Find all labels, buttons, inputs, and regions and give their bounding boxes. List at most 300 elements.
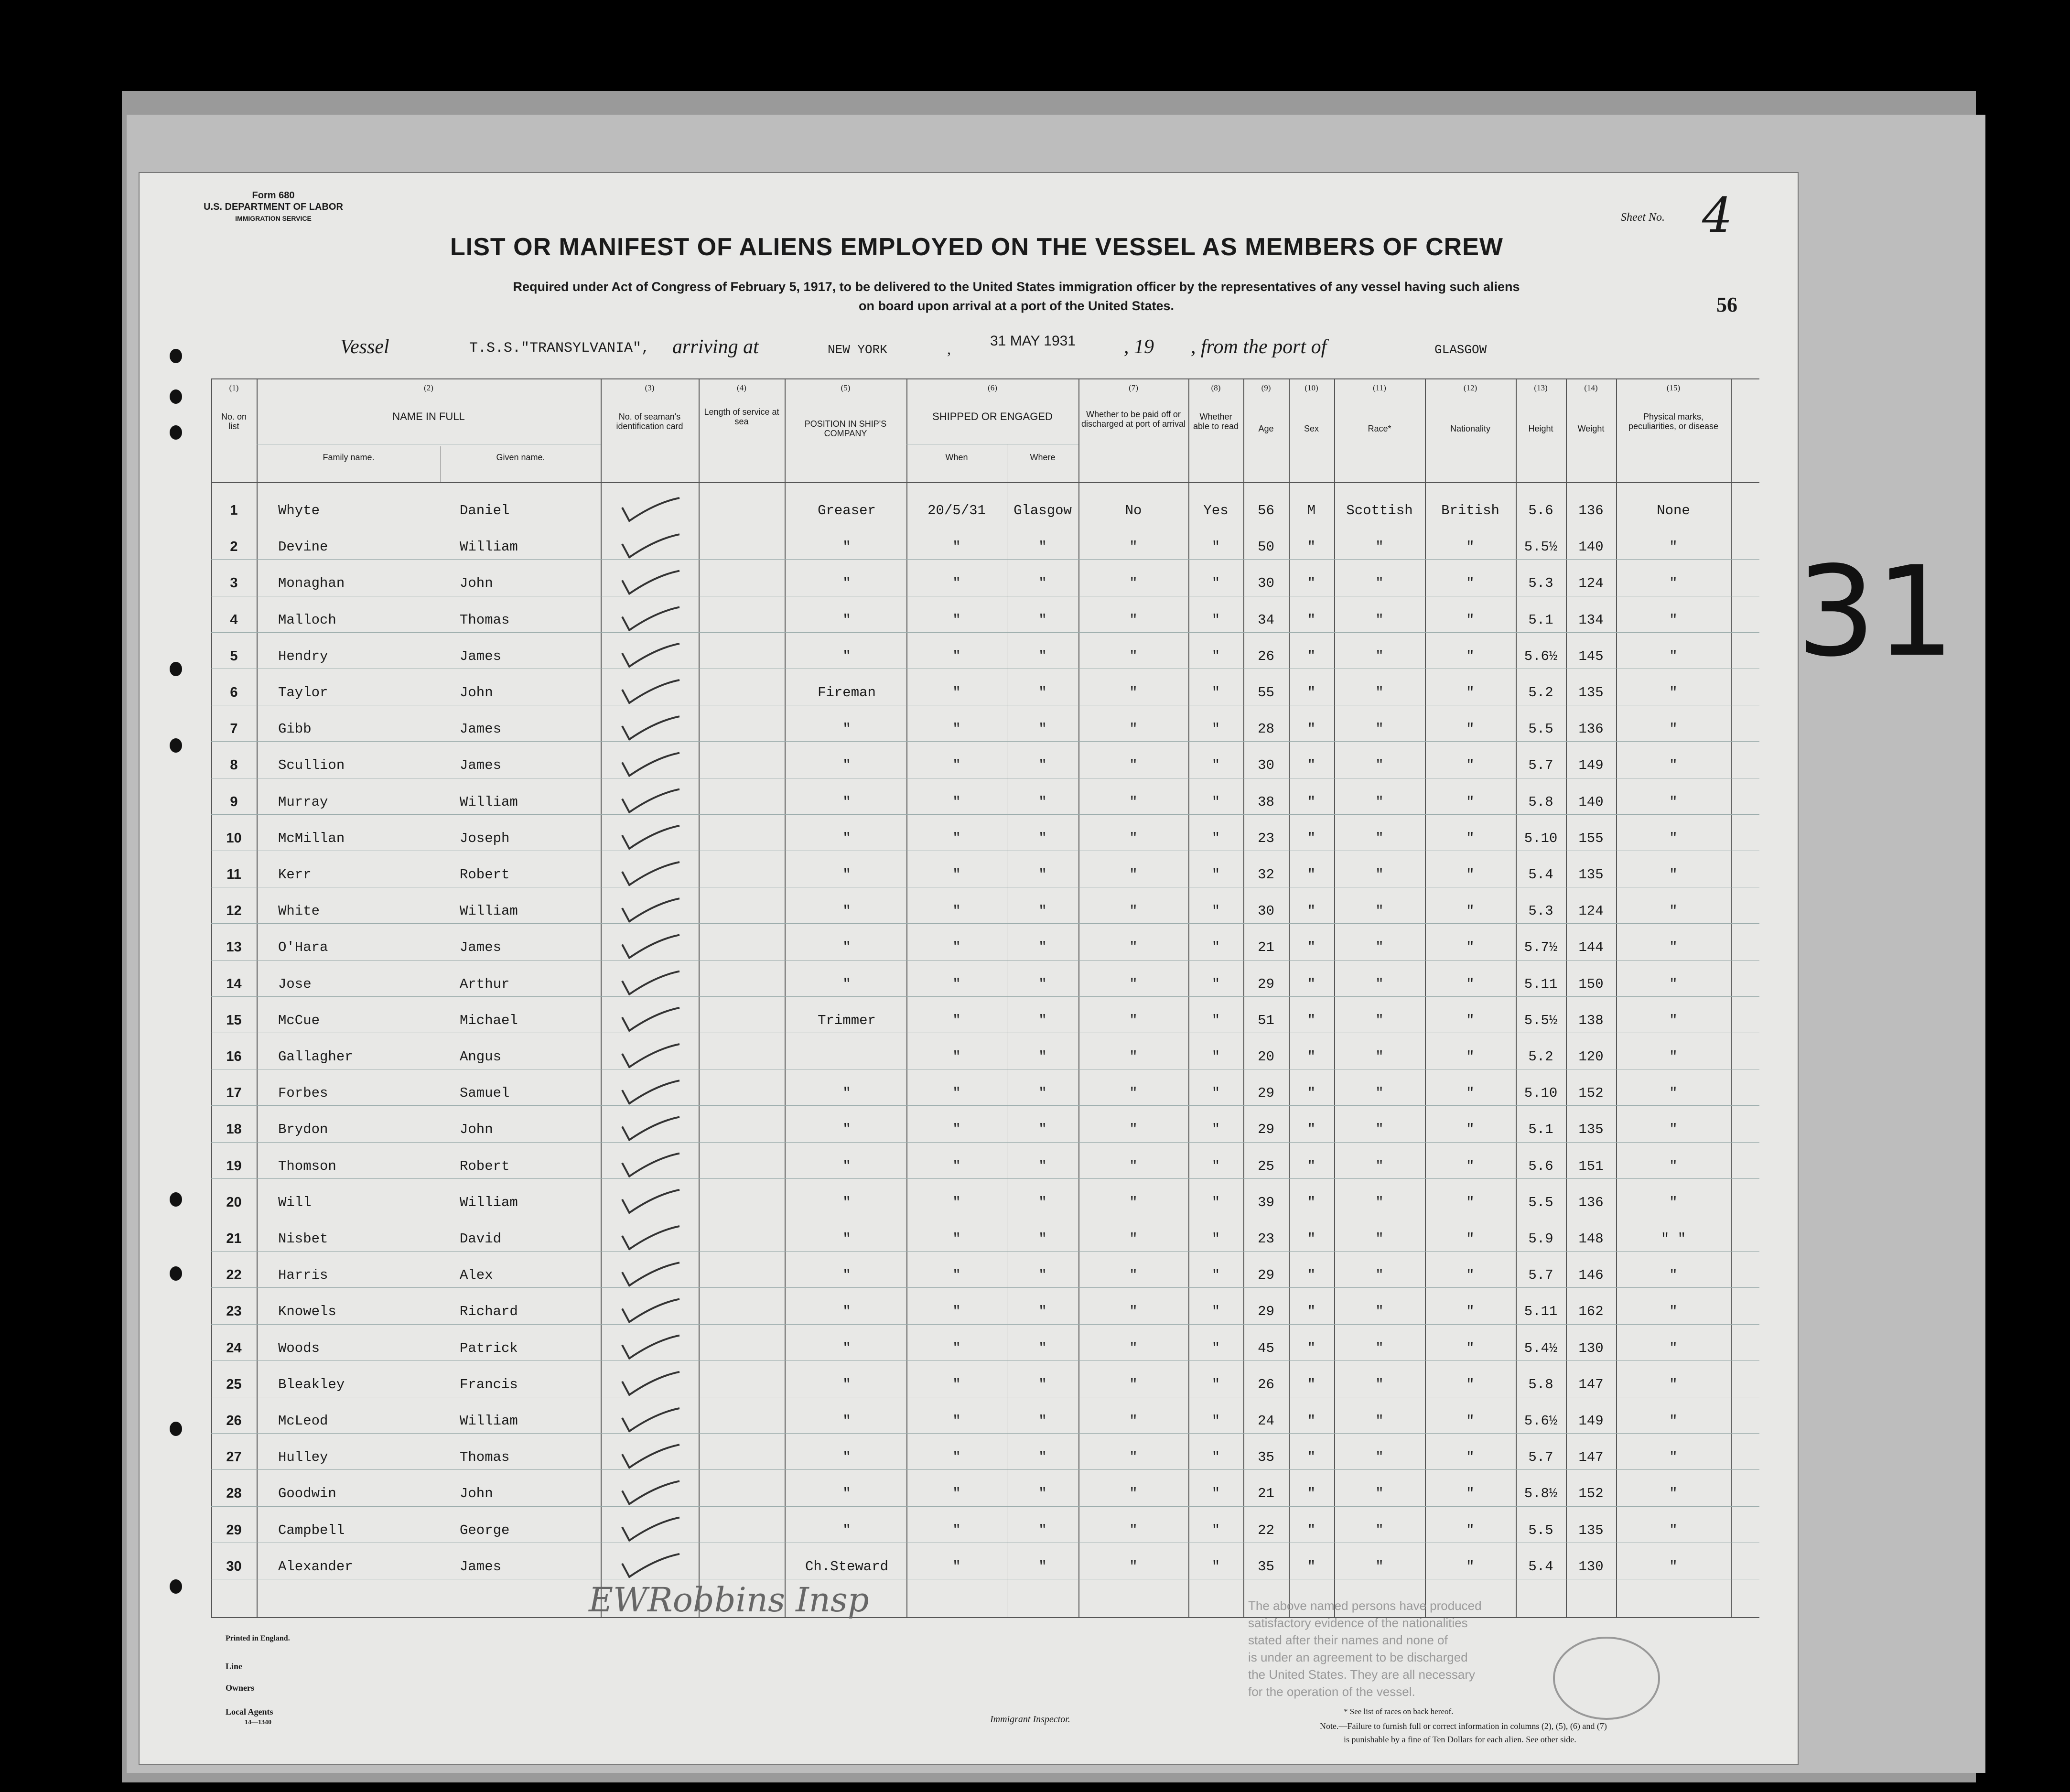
cell-where: " [1038,830,1047,846]
cell-race: " [1375,1085,1384,1101]
cell-marks: " [1669,867,1678,883]
cell-height: 5.4½ [1524,1340,1558,1356]
cell-race: " [1375,1049,1384,1065]
cell-when: " [952,648,961,664]
owners-label: Owners [226,1683,254,1693]
cell-height: 5.10 [1524,830,1558,846]
cell-nationality: " [1466,939,1475,956]
checkmark [622,1044,679,1067]
header-shipped: SHIPPED OR ENGAGED [932,410,1053,422]
cell-family: Malloch [278,612,336,628]
cell-family: Devine [278,539,328,555]
cell-family: Hulley [278,1449,328,1466]
cell-paid: " [1129,1449,1138,1466]
cell-where: " [1038,867,1047,883]
checkmark [622,898,679,921]
cell-sex: M [1307,503,1316,518]
cell-height: 5.8½ [1524,1486,1558,1502]
cell-sex: " [1307,1413,1316,1429]
punch-hole [170,738,182,753]
cell-sex: " [1307,1194,1316,1210]
cell-paid: " [1129,721,1138,737]
manifest-page: Form 680 U.S. DEPARTMENT OF LABOR IMMIGRATION SERVICE Sheet No. 4 LIST OR MANIFEST OF ALIENS EMPLOYED ON THE VESSEL AS MEMBERS OF CREW Required under Act of Congress of February 5, 1917, to be delivered to the United States immigration officer by the representatives of any vessel having such aliens on board upon arrival at a port of the United States. 56 Vessel T.S.S."TRANSYLVANIA", arriving at NEW YORK , 31 MAY 1931 , 19 , from the port of GLASGOW (1) (2) (3) (4) (5) (6) (7) (8) (9) (10) (11) (12) (13) (14) (15) No. on list NAME IN FULL Family name. Given name. No. of seaman's identification card Length of service at sea POSITION IN SHIP'S COMPANY SHIPPED OR ENGAGED When Where Whether to be paid off or discharged at port of arrival Whether able to read Age Sex Race* Nationality Height Weight Physical marks, peculiarities, or disease 1 Whyte Daniel Greaser 20/5/31 Glasgow No Yes 56 M Scottish British 5.6 136 None 2 Devine William " " " " " 50 " " " 5.5½ 140 " 3 Monaghan John " " " " " 30 " " " 5.3 124 " 4 Malloch Thomas " " " " " 34 " " " 5.1 134 " 5 Hendry James " " " " " 26 " " " 5.6½ 145 " 6 Taylor John Fireman " " " " 55 " " " 5.2 135 " 7 Gibb James " " " " " 28 " " " 5.5 136 " 8 Scullion James " " " " " 30 " " " 5.7 149 " 9 Murray William " " " " " 38 " " " 5.8 140 " 10 McMillan Joseph " " " " " 23 " " " 5.10 155 " 11 Kerr Robert " " " " " 32 " " " 5.4 135 " 12 White William " " " " " 30 " " " 5.3 124 " 13 O'Hara James " " " " " 21 " " " 5.7½ 144 " 14 Jose Arthur " " " " " 29 " " " 5.11 150 " 15 McCue Michael Trimmer " " " " 51 " " " 5.5½ 138 " 16 Gallagher Angus " " " " 20 " " " 5.2 120 " 17 Forbes Samuel " " " " " 29 " " " 5.10 152 " 18 Brydon John " " " " " 29 " " " 5.1 135 " 19 Thomson Robert " " " " " 25 " " " 5.6 151 " 20 Will William " " " " " 39 " " " 5.5 136 " 21 Nisbet David " " " " " 23 " " " 5.9 148 " " 22 Harris Alex " " " " " 29 " " " 5.7 146 " 23 Knowels Richard " " " " " 29 " " " 5.11 162 " 24 Woods Patrick " " " " " 45 " " " 5.4½ 130 " 25 Bleakley Francis " " " " " 26 " " " 5.8 147 " 26 McLeod William " " " " " 24 " " " 5.6½ 149 " 27 Hulley Thomas " " " " " 35 " " " 5.7 147 " 28 Goodwin John " " " " " 21 " " " 5.8½ 152 " 29 Campbell George " " " " " 22 " " " 5.5 135 " 30 Alexander James Ch.Steward " " " " 35 " " " 5.4 130 " EWRobbins Insp The above named persons have produced satisfactory evidence of the nationalities stated after their names and none of is under an agreement to be discharged the United States. They are all necessary for the operation of the vessel. Printed in England. Line Owners Local Agents 14—1340 Immigrant Inspector. * See list of races on back hereof. Note.—Failure to furnish full or correct information in columns (2), (5), (6) and (7) is punishable by a fine of Ten Dollars for each alien. See other side. [139,172,1799,1765]
cell-race: " [1375,1267,1384,1284]
cell-age: 29 [1258,1085,1274,1101]
cell-given: James [460,939,502,956]
cell-paid: " [1129,757,1138,774]
cell-given: Thomas [460,1449,510,1466]
punch-hole [170,1579,182,1594]
cell-where: " [1038,721,1047,737]
cell-age: 32 [1258,867,1274,883]
colnum-3: (3) [645,383,655,392]
cell-when: " [952,1085,961,1101]
cell-race: " [1375,1158,1384,1174]
cell-where: " [1038,939,1047,956]
subtitle-line-1: Required under Act of Congress of February 5, 1917, to be delivered to the United States immigration officer by the representatives of any vessel having such aliens [513,280,1520,294]
colnum-9: (9) [1261,383,1271,392]
cell-race: " [1375,539,1384,555]
row-number: 30 [226,1558,242,1574]
cell-paid: " [1129,1522,1138,1538]
cell-marks: " [1669,1449,1678,1466]
page-number: 56 [1716,293,1737,316]
cell-race: " [1375,1012,1384,1028]
cell-family: McCue [278,1012,320,1028]
cell-height: 5.4 [1528,867,1553,883]
cell-where: " [1038,757,1047,774]
row-number: 6 [230,685,238,700]
cell-read: " [1211,1012,1220,1028]
cell-race: " [1375,1558,1384,1575]
cell-when: " [952,1194,961,1210]
row-rule [211,1469,1759,1470]
row-number: 13 [226,939,242,955]
cell-read: " [1211,1158,1220,1174]
cell-nationality: " [1466,721,1475,737]
cell-where: " [1038,1122,1047,1138]
cell-when: 20/5/31 [927,503,986,518]
cell-marks: " [1669,1122,1678,1138]
row-rule [211,1506,1759,1507]
colnum-12: (12) [1463,383,1477,392]
cell-sex: " [1307,612,1316,628]
cell-weight: 149 [1578,757,1604,774]
cell-read: " [1211,1231,1220,1247]
cell-nationality: " [1466,1122,1475,1138]
margin-number: 31 [1797,540,1955,684]
cell-paid: " [1129,1194,1138,1210]
cell-height: 5.1 [1528,612,1553,628]
cell-paid: " [1129,1085,1138,1101]
punch-hole [170,662,182,676]
cell-when: " [952,1049,961,1065]
cell-sex: " [1307,685,1316,701]
cell-weight: 144 [1578,939,1604,956]
cell-given: John [460,1122,493,1138]
checkmark [622,789,679,812]
row-number: 29 [226,1522,242,1538]
stamp-line: the United States. They are all necessary [1248,1667,1475,1682]
header-paid-off: Whether to be paid off or discharged at port of arrival [1081,410,1186,429]
cell-marks: " [1669,1194,1678,1210]
races-note: * See list of races on back hereof. [1344,1707,1454,1716]
cell-age: 23 [1258,1231,1274,1247]
cell-where: " [1038,1267,1047,1284]
header-race: Race* [1368,424,1391,433]
cell-marks: " [1669,1558,1678,1575]
cell-weight: 135 [1578,1122,1604,1138]
cell-given: Angus [460,1049,502,1065]
date-stamp-ring [1554,1638,1659,1719]
cell-where: " [1038,794,1047,810]
checkmark [622,680,679,703]
cell-family: Knowels [278,1304,336,1320]
cell-given: John [460,575,493,592]
cell-position: " [842,1413,851,1429]
colnum-7: (7) [1129,383,1138,392]
cell-height: 5.2 [1528,1049,1553,1065]
cell-family: Will [278,1194,312,1210]
cell-where: " [1038,1304,1047,1320]
cell-given: James [460,1558,502,1575]
cell-age: 25 [1258,1158,1274,1174]
cell-when: " [952,539,961,555]
cell-position: " [842,1267,851,1284]
row-number: 20 [226,1194,242,1210]
cell-position: Greaser [818,503,876,518]
cell-height: 5.6½ [1524,1413,1558,1429]
row-rule [211,559,1759,560]
row-number: 18 [226,1122,242,1137]
cell-weight: 140 [1578,539,1604,555]
cell-nationality: " [1466,1158,1475,1174]
cell-paid: " [1129,685,1138,701]
cell-given: Samuel [460,1085,510,1101]
cell-read: " [1211,1267,1220,1284]
stamp-line: stated after their names and none of [1248,1633,1448,1647]
cell-height: 5.10 [1524,1085,1558,1101]
cell-position: " [842,539,851,555]
colnum-4: (4) [737,383,746,392]
row-rule [211,1105,1759,1106]
cell-sex: " [1307,1376,1316,1393]
cell-age: 26 [1258,1376,1274,1393]
cell-read: " [1211,757,1220,774]
cell-paid: " [1129,1413,1138,1429]
cell-when: " [952,1449,961,1466]
cell-when: " [952,1413,961,1429]
cell-race: " [1375,721,1384,737]
cell-read: Yes [1203,503,1229,518]
cell-position: Trimmer [818,1012,876,1028]
row-rule [211,741,1759,742]
cell-height: 5.3 [1528,903,1553,919]
cell-marks: " " [1660,1231,1686,1247]
page-title: LIST OR MANIFEST OF ALIENS EMPLOYED ON THE VESSEL AS MEMBERS OF CREW [450,233,1503,261]
cell-paid: " [1129,1486,1138,1502]
cell-nationality: " [1466,1231,1475,1247]
cell-height: 5.9 [1528,1231,1553,1247]
row-number: 16 [226,1049,242,1064]
cell-given: Patrick [460,1340,518,1356]
cell-sex: " [1307,794,1316,810]
cell-weight: 152 [1578,1085,1604,1101]
cell-where: " [1038,685,1047,701]
cell-family: Brydon [278,1122,328,1138]
row-number: 8 [230,757,238,773]
cell-sex: " [1307,575,1316,592]
cell-age: 39 [1258,1194,1274,1210]
cell-nationality: " [1466,1522,1475,1538]
cell-marks: " [1669,1267,1678,1284]
cell-given: Alex [460,1267,493,1284]
cell-when: " [952,1376,961,1393]
inspector-signature: EWRobbins Insp [589,1580,869,1619]
cell-race: " [1375,1231,1384,1247]
row-number: 27 [226,1449,242,1465]
cell-weight: 140 [1578,794,1604,810]
cell-read: " [1211,1522,1220,1538]
cell-age: 29 [1258,976,1274,992]
cell-given: Joseph [460,830,510,846]
cell-weight: 151 [1578,1158,1604,1174]
cell-family: Hendry [278,648,328,664]
cell-read: " [1211,685,1220,701]
cell-weight: 136 [1578,1194,1604,1210]
cell-height: 5.1 [1528,1122,1553,1138]
cell-weight: 150 [1578,976,1604,992]
cell-age: 20 [1258,1049,1274,1065]
cell-family: Monaghan [278,575,345,592]
cell-given: Arthur [460,976,510,992]
cell-weight: 124 [1578,903,1604,919]
cell-position: " [842,1122,851,1138]
cell-position: " [842,721,851,737]
row-number: 15 [226,1012,242,1028]
header-nationality: Nationality [1450,424,1491,433]
checkmark [622,1190,679,1213]
immigrant-inspector-label: Immigrant Inspector. [990,1714,1070,1725]
cell-when: " [952,976,961,992]
cell-read: " [1211,830,1220,846]
cell-sex: " [1307,1449,1316,1466]
cell-family: Bleakley [278,1376,345,1393]
vessel-name: T.S.S."TRANSYLVANIA", [469,340,650,356]
cell-weight: 136 [1578,503,1604,518]
cell-family: Whyte [278,503,320,518]
cell-sex: " [1307,830,1316,846]
cell-where: " [1038,648,1047,664]
cell-position: " [842,939,851,956]
cell-race: " [1375,1413,1384,1429]
cell-family: Taylor [278,685,328,701]
cell-when: " [952,1267,961,1284]
cell-nationality: " [1466,539,1475,555]
row-number: 19 [226,1158,242,1174]
header-height: Height [1528,424,1553,433]
cell-given: Michael [460,1012,518,1028]
row-number: 7 [230,721,238,737]
row-number: 28 [226,1486,242,1501]
cell-read: " [1211,1376,1220,1393]
cell-marks: " [1669,1376,1678,1393]
cell-marks: " [1669,830,1678,846]
cell-marks: None [1657,503,1690,518]
cell-family: Jose [278,976,312,992]
cell-nationality: " [1466,757,1475,774]
certification-stamp [1248,1597,1592,1700]
cell-given: Francis [460,1376,518,1393]
cell-sex: " [1307,1012,1316,1028]
cell-marks: " [1669,1486,1678,1502]
cell-sex: " [1307,976,1316,992]
checkmark [622,571,679,594]
cell-height: 5.6½ [1524,648,1558,664]
cell-position: " [842,1449,851,1466]
cell-paid: " [1129,575,1138,592]
cell-age: 29 [1258,1122,1274,1138]
checkmark [622,534,679,557]
cell-when: " [952,939,961,956]
cell-read: " [1211,903,1220,919]
cell-where: " [1038,1012,1047,1028]
cell-weight: 134 [1578,612,1604,628]
cell-height: 5.5 [1528,721,1553,737]
cell-nationality: " [1466,1012,1475,1028]
cell-nationality: " [1466,1267,1475,1284]
cell-when: " [952,794,961,810]
cell-weight: 124 [1578,575,1604,592]
row-number: 1 [230,503,238,518]
row-number: 2 [230,539,238,555]
cell-nationality: " [1466,1049,1475,1065]
cell-read: " [1211,1122,1220,1138]
cell-given: John [460,1486,493,1502]
cell-nationality: " [1466,1085,1475,1101]
cell-position: " [842,1158,851,1174]
cell-where: " [1038,1413,1047,1429]
stamp-line: for the operation of the vessel. [1248,1684,1415,1699]
cell-nationality: " [1466,685,1475,701]
cell-sex: " [1307,1267,1316,1284]
form-code: 14—1340 [245,1719,271,1726]
cell-when: " [952,1012,961,1028]
cell-marks: " [1669,1340,1678,1356]
cell-where: " [1038,1158,1047,1174]
cell-weight: 147 [1578,1449,1604,1466]
cell-weight: 148 [1578,1231,1604,1247]
row-number: 3 [230,575,238,591]
cell-family: Scullion [278,757,345,774]
cell-marks: " [1669,1304,1678,1320]
checkmark [622,1008,679,1031]
header-no-on-list: No. on list [221,412,247,431]
cell-nationality: " [1466,1376,1475,1393]
cell-nationality: " [1466,1486,1475,1502]
cell-position: " [842,757,851,774]
cell-family: Harris [278,1267,328,1284]
cell-position: " [842,1194,851,1210]
cell-nationality: " [1466,612,1475,628]
cell-age: 35 [1258,1449,1274,1466]
cell-age: 24 [1258,1413,1274,1429]
cell-race: " [1375,1522,1384,1538]
cell-weight: 146 [1578,1267,1604,1284]
punch-hole [170,1192,182,1207]
cell-position: " [842,1376,851,1393]
note-line-1: Note.—Failure to furnish full or correct information in columns (2), (5), (6) and (7) [1320,1721,1607,1731]
cell-nationality: " [1466,903,1475,919]
cell-given: Robert [460,1158,510,1174]
vessel-label: Vessel [340,336,389,358]
cell-given: William [460,794,518,810]
checkmark [622,1336,679,1359]
cell-position: Ch.Steward [805,1558,889,1575]
cell-paid: " [1129,1376,1138,1393]
cell-sex: " [1307,1158,1316,1174]
header-where: Where [1030,453,1056,462]
cell-position: " [842,1231,851,1247]
printed-in: Printed in England. [226,1634,290,1642]
cell-weight: 162 [1578,1304,1604,1320]
cell-when: " [952,1231,961,1247]
cell-age: 30 [1258,903,1274,919]
cell-when: " [952,1340,961,1356]
cell-age: 23 [1258,830,1274,846]
cell-race: " [1375,1122,1384,1138]
cell-where: " [1038,1522,1047,1538]
cell-height: 5.11 [1524,1304,1558,1320]
cell-weight: 135 [1578,1522,1604,1538]
cell-paid: " [1129,903,1138,919]
cell-marks: " [1669,903,1678,919]
cell-age: 38 [1258,794,1274,810]
cell-given: William [460,539,518,555]
cell-read: " [1211,721,1220,737]
cell-race: " [1375,939,1384,956]
cell-given: Robert [460,867,510,883]
cell-when: " [952,1486,961,1502]
punch-hole [170,1266,182,1281]
row-number: 25 [226,1376,242,1392]
cell-read: " [1211,867,1220,883]
cell-age: 55 [1258,685,1274,701]
form-header [202,190,345,224]
cell-when: " [952,612,961,628]
cell-when: " [952,1122,961,1138]
row-rule [211,814,1759,815]
header-weight: Weight [1577,424,1605,433]
cell-weight: 145 [1578,648,1604,664]
header-sex: Sex [1304,424,1319,433]
cell-where: " [1038,1340,1047,1356]
sheet-number: 4 [1702,187,1733,243]
cell-age: 35 [1258,1558,1274,1575]
cell-marks: " [1669,794,1678,810]
cell-position: " [842,1486,851,1502]
header-given-name: Given name. [496,453,545,462]
cell-sex: " [1307,1304,1316,1320]
colnum-11: (11) [1373,383,1386,392]
cell-height: 5.7½ [1524,939,1558,956]
cell-when: " [952,1158,961,1174]
cell-where: " [1038,1231,1047,1247]
cell-position: " [842,1340,851,1356]
cell-nationality: " [1466,575,1475,592]
cell-nationality: " [1466,867,1475,883]
cell-race: " [1375,830,1384,846]
